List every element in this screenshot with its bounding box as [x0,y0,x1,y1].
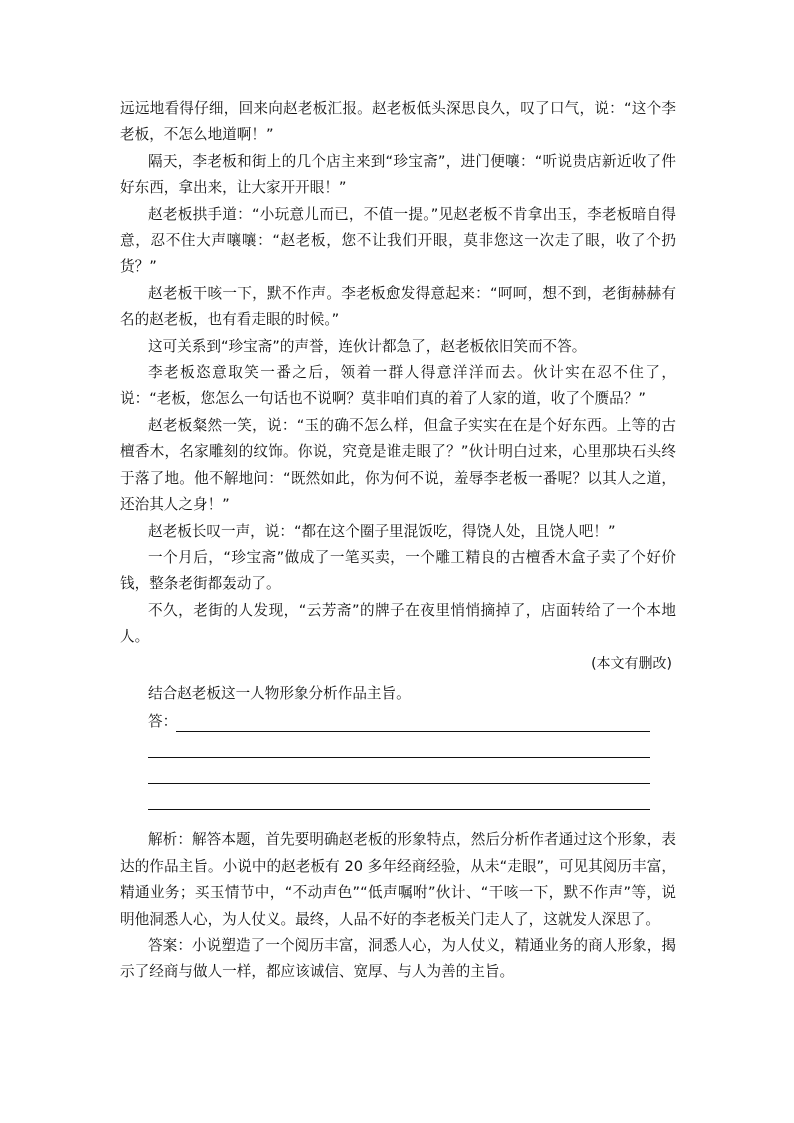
answer-row-4 [120,787,676,813]
story-paragraph-2: 隔天，李老板和街上的几个店主来到“珍宝斋”，进门便嚷：“听说贵店新近收了件好东西，拿出来，让大家开开眼！” [120,152,676,197]
analysis-text: 解析：解答本题，首先要明确赵老板的形象特点，然后分析作者通过这个形象，表达的作品主旨。小说中的赵老板有 20 多年经商经验，从未“走眼”，可见其阅历丰富，精通业务；买玉情节中，“不动声色”“低声嘱咐”伙计、“干咳一下，默不作声”等，说明他洞悉人心，为人仗义。最终，人品不好的李老板关门走人了，这就发人深思了。 [120,831,676,928]
story-paragraph-1: 远远地看得仔细，回来向赵老板汇报。赵老板低头深思良久，叹了口气，说：“这个李老板，不怎么地道啊！” [120,100,676,144]
question-prompt: 结合赵老板这一人物形象分析作品主旨。 [148,684,411,702]
answer-line[interactable] [148,757,650,758]
story-paragraph-8: 赵老板长叹一声，说：“都在这个圈子里混饭吃，得饶人处，且饶人吧！” [148,522,616,540]
story-paragraph-4: 赵老板干咳一下，默不作声。李老板愈发得意起来：“呵呵，想不到，老街赫赫有名的赵老板，也有看走眼的时候。” [120,284,676,329]
answer-row-3 [120,761,676,787]
story-body [120,96,676,677]
story-paragraph-7: 赵老板粲然一笑，说：“玉的确不怎么样，但盒子实实在在是个好东西。上等的古檀香木，名家雕刻的纹饰。你说，究竟是谁走眼了？”伙计明白过来，心里那块石头终于落了地。他不解地问：“既然如此，你为何不说，羞辱李老板一番呢？以其人之道，还治其人之身！” [120,416,676,514]
answer-lines [120,709,676,813]
answer-label: 答： [148,713,178,731]
answer-line[interactable] [176,731,650,732]
story-paragraph-9: 一个月后，“珍宝斋”做成了一笔买卖，一个雕工精良的古檀香木盒子卖了个好价钱，整条老街都轰动了。 [120,548,676,593]
answer-row-1 [120,709,676,735]
story-paragraph-3: 赵老板拱手道：“小玩意儿而已，不值一提。”见赵老板不肯拿出玉，李老板暗自得意，忍不住大声嚷嚷：“赵老板，您不让我们开眼，莫非您这一次走了眼，收了个扔货？” [120,205,676,276]
document-page [120,96,676,986]
story-paragraph-5: 这可关系到“珍宝斋”的声誉，连伙计都急了，赵老板依旧笑而不答。 [148,337,587,355]
answer-row-2 [120,735,676,761]
answer-line[interactable] [148,809,650,810]
source-note: (本文有删改) [591,655,672,672]
story-paragraph-10: 不久，老街的人发现，“云芳斋”的牌子在夜里悄悄摘掉了，店面转给了一个本地人。 [120,601,676,646]
story-paragraph-6: 李老板恣意取笑一番之后，领着一群人得意洋洋而去。伙计实在忍不住了，说：“老板，您怎么一句话也不说啊？莫非咱们真的着了人家的道，收了个赝品？” [120,364,676,408]
answer-line[interactable] [148,783,650,784]
answer-text: 答案：小说塑造了一个阅历丰富，洞悉人心，为人仗义，精通业务的商人形象，揭示了经商与做人一样，都应该诚信、宽厚、与人为善的主旨。 [120,936,676,981]
